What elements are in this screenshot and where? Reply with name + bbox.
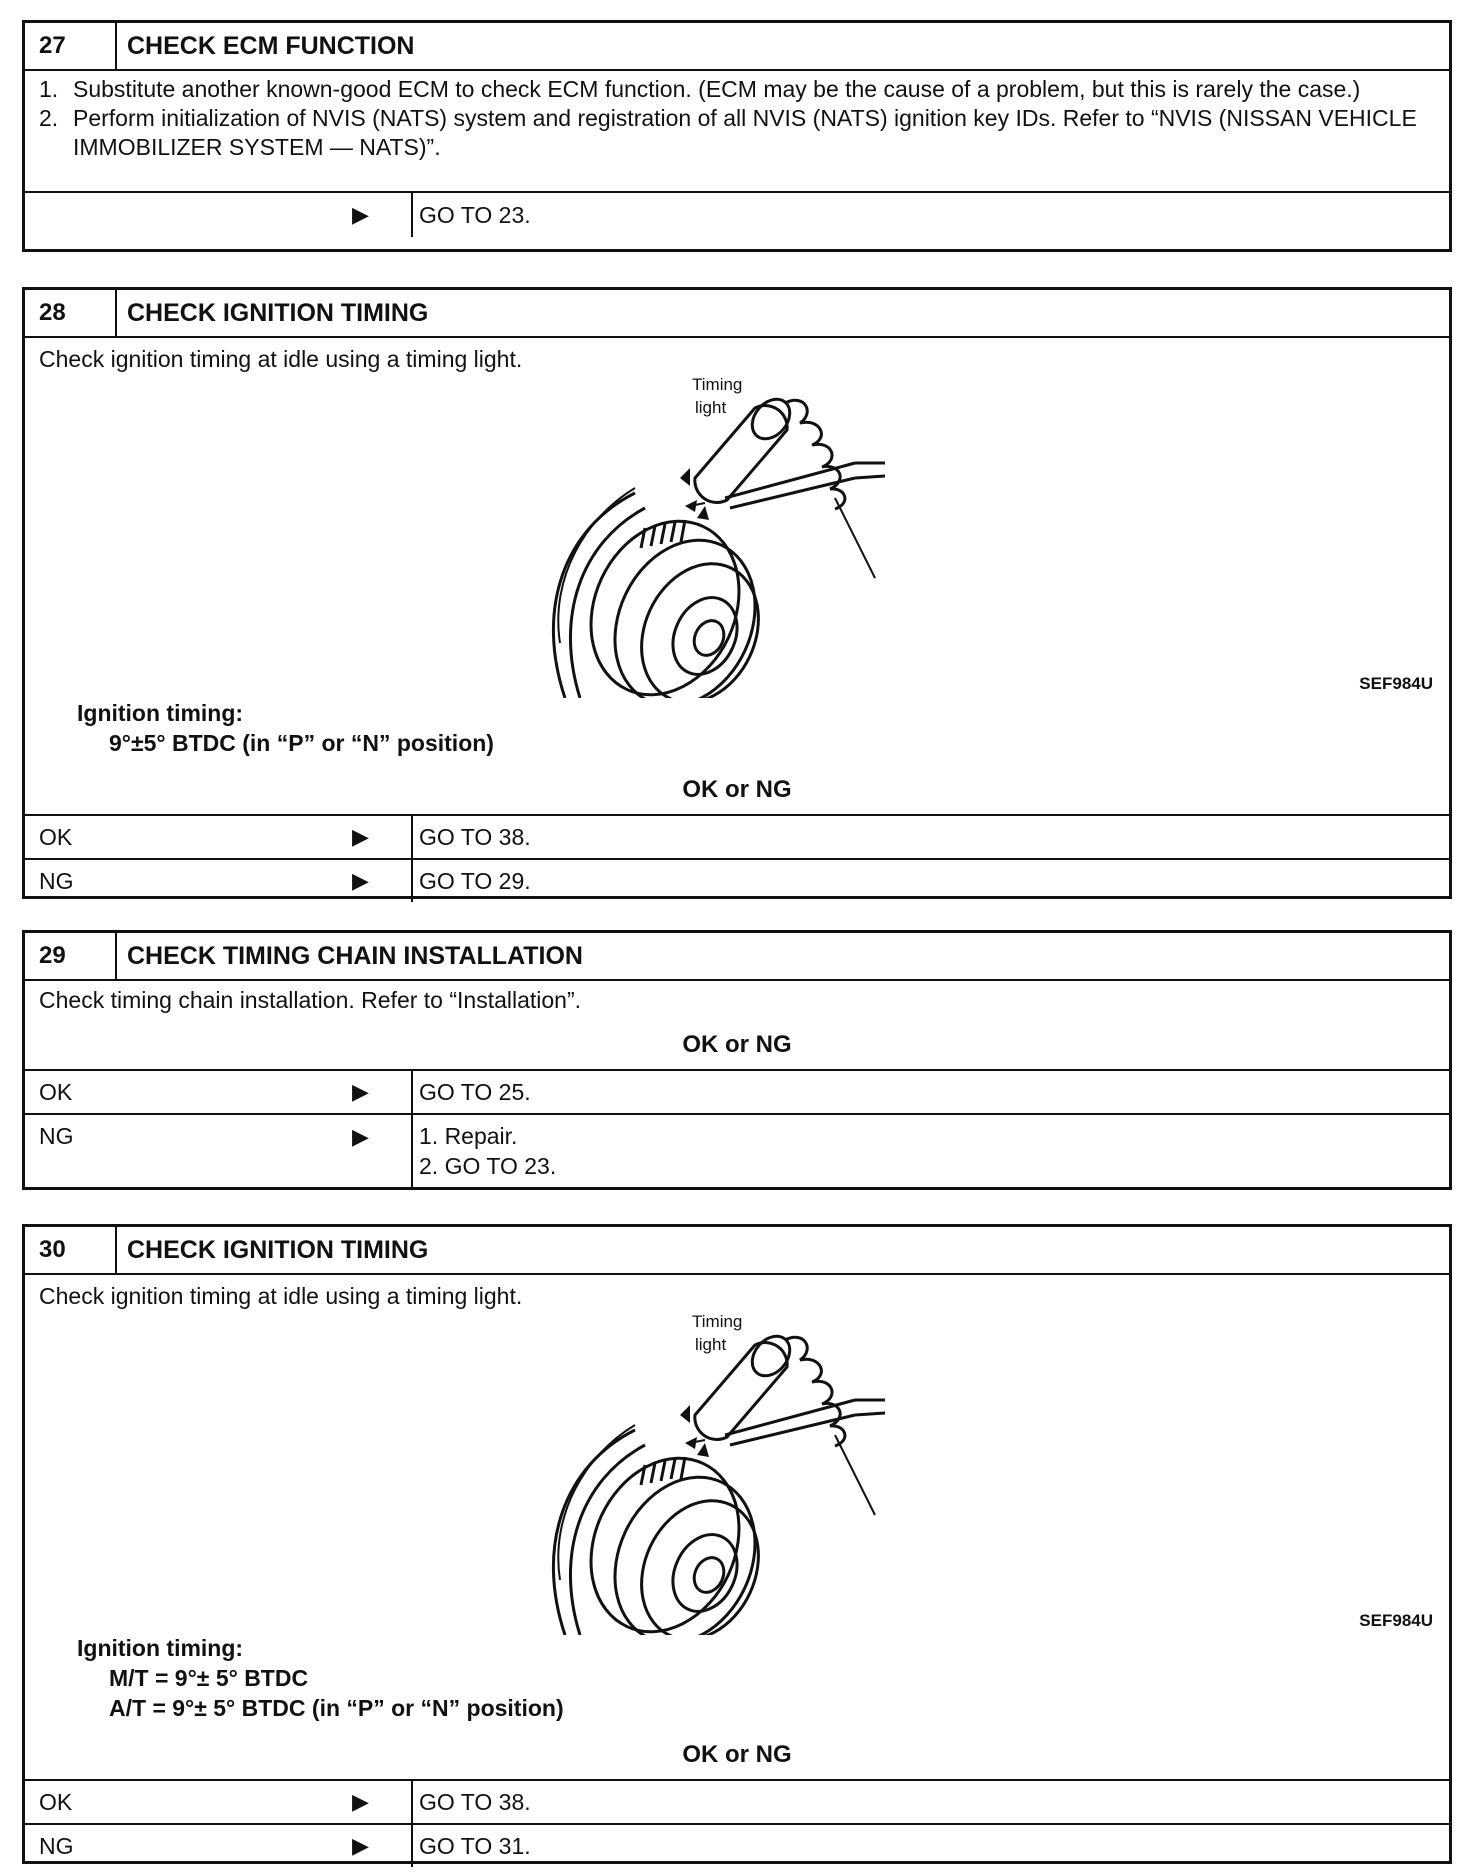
- result-row-ok: [25, 1069, 1449, 1113]
- result-item: 1. Repair.: [419, 1123, 518, 1149]
- result-text: GO TO 23.: [419, 201, 531, 228]
- step-body: [25, 338, 1449, 814]
- step-number: 30: [25, 1227, 117, 1273]
- result-row-ng: [25, 1113, 1449, 1189]
- arrow-right-icon: ▶: [352, 202, 369, 227]
- ok-label: OK: [39, 1078, 73, 1105]
- ng-label: NG: [39, 867, 74, 894]
- step-28: [22, 287, 1452, 899]
- step-title: CHECK IGNITION TIMING: [127, 298, 429, 327]
- result-row-ng: [25, 858, 1449, 902]
- arrow-right-icon: ▶: [352, 1079, 369, 1104]
- step-title: CHECK ECM FUNCTION: [127, 31, 415, 60]
- result-text: GO TO 38.: [419, 1788, 531, 1815]
- spec-title: Ignition timing:: [77, 700, 244, 726]
- step-body: [25, 981, 1449, 1069]
- result-text: GO TO 31.: [419, 1832, 531, 1859]
- instruction-text: Check ignition timing at idle using a timing light.: [39, 346, 523, 372]
- spec-value: 9°±5° BTDC (in “P” or “N” position): [109, 730, 494, 756]
- spec-value-mt: M/T = 9°± 5° BTDC: [109, 1665, 309, 1691]
- figure-label-timing: Timing: [692, 1315, 743, 1331]
- step-number: 28: [25, 290, 117, 336]
- step-30: [22, 1224, 1452, 1864]
- result-row-ok: [25, 814, 1449, 858]
- step-header: [25, 1227, 1449, 1275]
- result-list: [413, 1115, 556, 1189]
- result-row-ok: [25, 1779, 1449, 1823]
- step-27: [22, 20, 1452, 252]
- list-item: [39, 104, 1429, 162]
- arrow-right-icon: ▶: [352, 1124, 369, 1149]
- ng-label: NG: [39, 1123, 74, 1149]
- step-title: CHECK IGNITION TIMING: [127, 1235, 429, 1264]
- spec-value-at: A/T = 9°± 5° BTDC (in “P” or “N” position): [109, 1695, 564, 1721]
- item-text: Substitute another known-good ECM to check ECM function. (ECM may be the cause of a problem, but this is rarely the case.): [73, 76, 1361, 102]
- step-header: [25, 23, 1449, 71]
- step-title: CHECK TIMING CHAIN INSTALLATION: [127, 941, 583, 970]
- result-row-ng: [25, 1823, 1449, 1867]
- ok-or-ng-label: OK or NG: [682, 1741, 792, 1768]
- list-item: [39, 75, 1429, 104]
- arrow-right-icon: ▶: [352, 868, 369, 893]
- result-text: GO TO 29.: [419, 867, 531, 894]
- timing-light-illustration: [535, 1315, 935, 1635]
- result-label-cell: [25, 860, 413, 902]
- item-text: Perform initialization of NVIS (NATS) system and registration of all NVIS (NATS) ignition key IDs. Refer to “NVIS (NISSAN VEHICLE IMMOBILIZER SYSTEM — NATS)”.: [73, 105, 1417, 160]
- ok-or-ng-label: OK or NG: [682, 1031, 792, 1058]
- figure-label-light: light: [695, 1335, 727, 1354]
- instruction-text: Check timing chain installation. Refer to “Installation”.: [39, 987, 582, 1013]
- ng-label: NG: [39, 1832, 74, 1859]
- result-label-cell: [25, 193, 413, 237]
- figure-label-timing: Timing: [692, 378, 743, 394]
- timing-light-illustration: [535, 378, 935, 698]
- step-body: [25, 71, 1449, 191]
- arrow-right-icon: ▶: [352, 1833, 369, 1858]
- item-number: 2.: [39, 105, 59, 131]
- instruction-text: Check ignition timing at idle using a timing light.: [39, 1283, 523, 1309]
- step-header: [25, 290, 1449, 338]
- result-label-cell: [25, 1071, 413, 1113]
- step-number: 29: [25, 933, 117, 979]
- result-label-cell: [25, 1825, 413, 1867]
- result-label-cell: [25, 1781, 413, 1823]
- figure-label-light: light: [695, 398, 727, 417]
- result-text: GO TO 25.: [419, 1078, 531, 1105]
- result-row: [25, 191, 1449, 237]
- spec-title: Ignition timing:: [77, 1635, 244, 1661]
- ok-or-ng-label: OK or NG: [682, 776, 792, 803]
- result-label-cell: [25, 1115, 413, 1189]
- figure-code: SEF984U: [1359, 1611, 1433, 1630]
- figure-code: SEF984U: [1359, 674, 1433, 693]
- ok-label: OK: [39, 823, 73, 850]
- result-label-cell: [25, 816, 413, 858]
- instruction-list: [39, 75, 1429, 162]
- ok-label: OK: [39, 1788, 73, 1815]
- step-header: [25, 933, 1449, 981]
- arrow-right-icon: ▶: [352, 824, 369, 849]
- arrow-right-icon: ▶: [352, 1789, 369, 1814]
- result-item: 2. GO TO 23.: [419, 1153, 557, 1179]
- step-number: 27: [25, 23, 117, 69]
- item-number: 1.: [39, 76, 59, 102]
- step-29: [22, 930, 1452, 1190]
- result-text: GO TO 38.: [419, 823, 531, 850]
- step-body: [25, 1275, 1449, 1779]
